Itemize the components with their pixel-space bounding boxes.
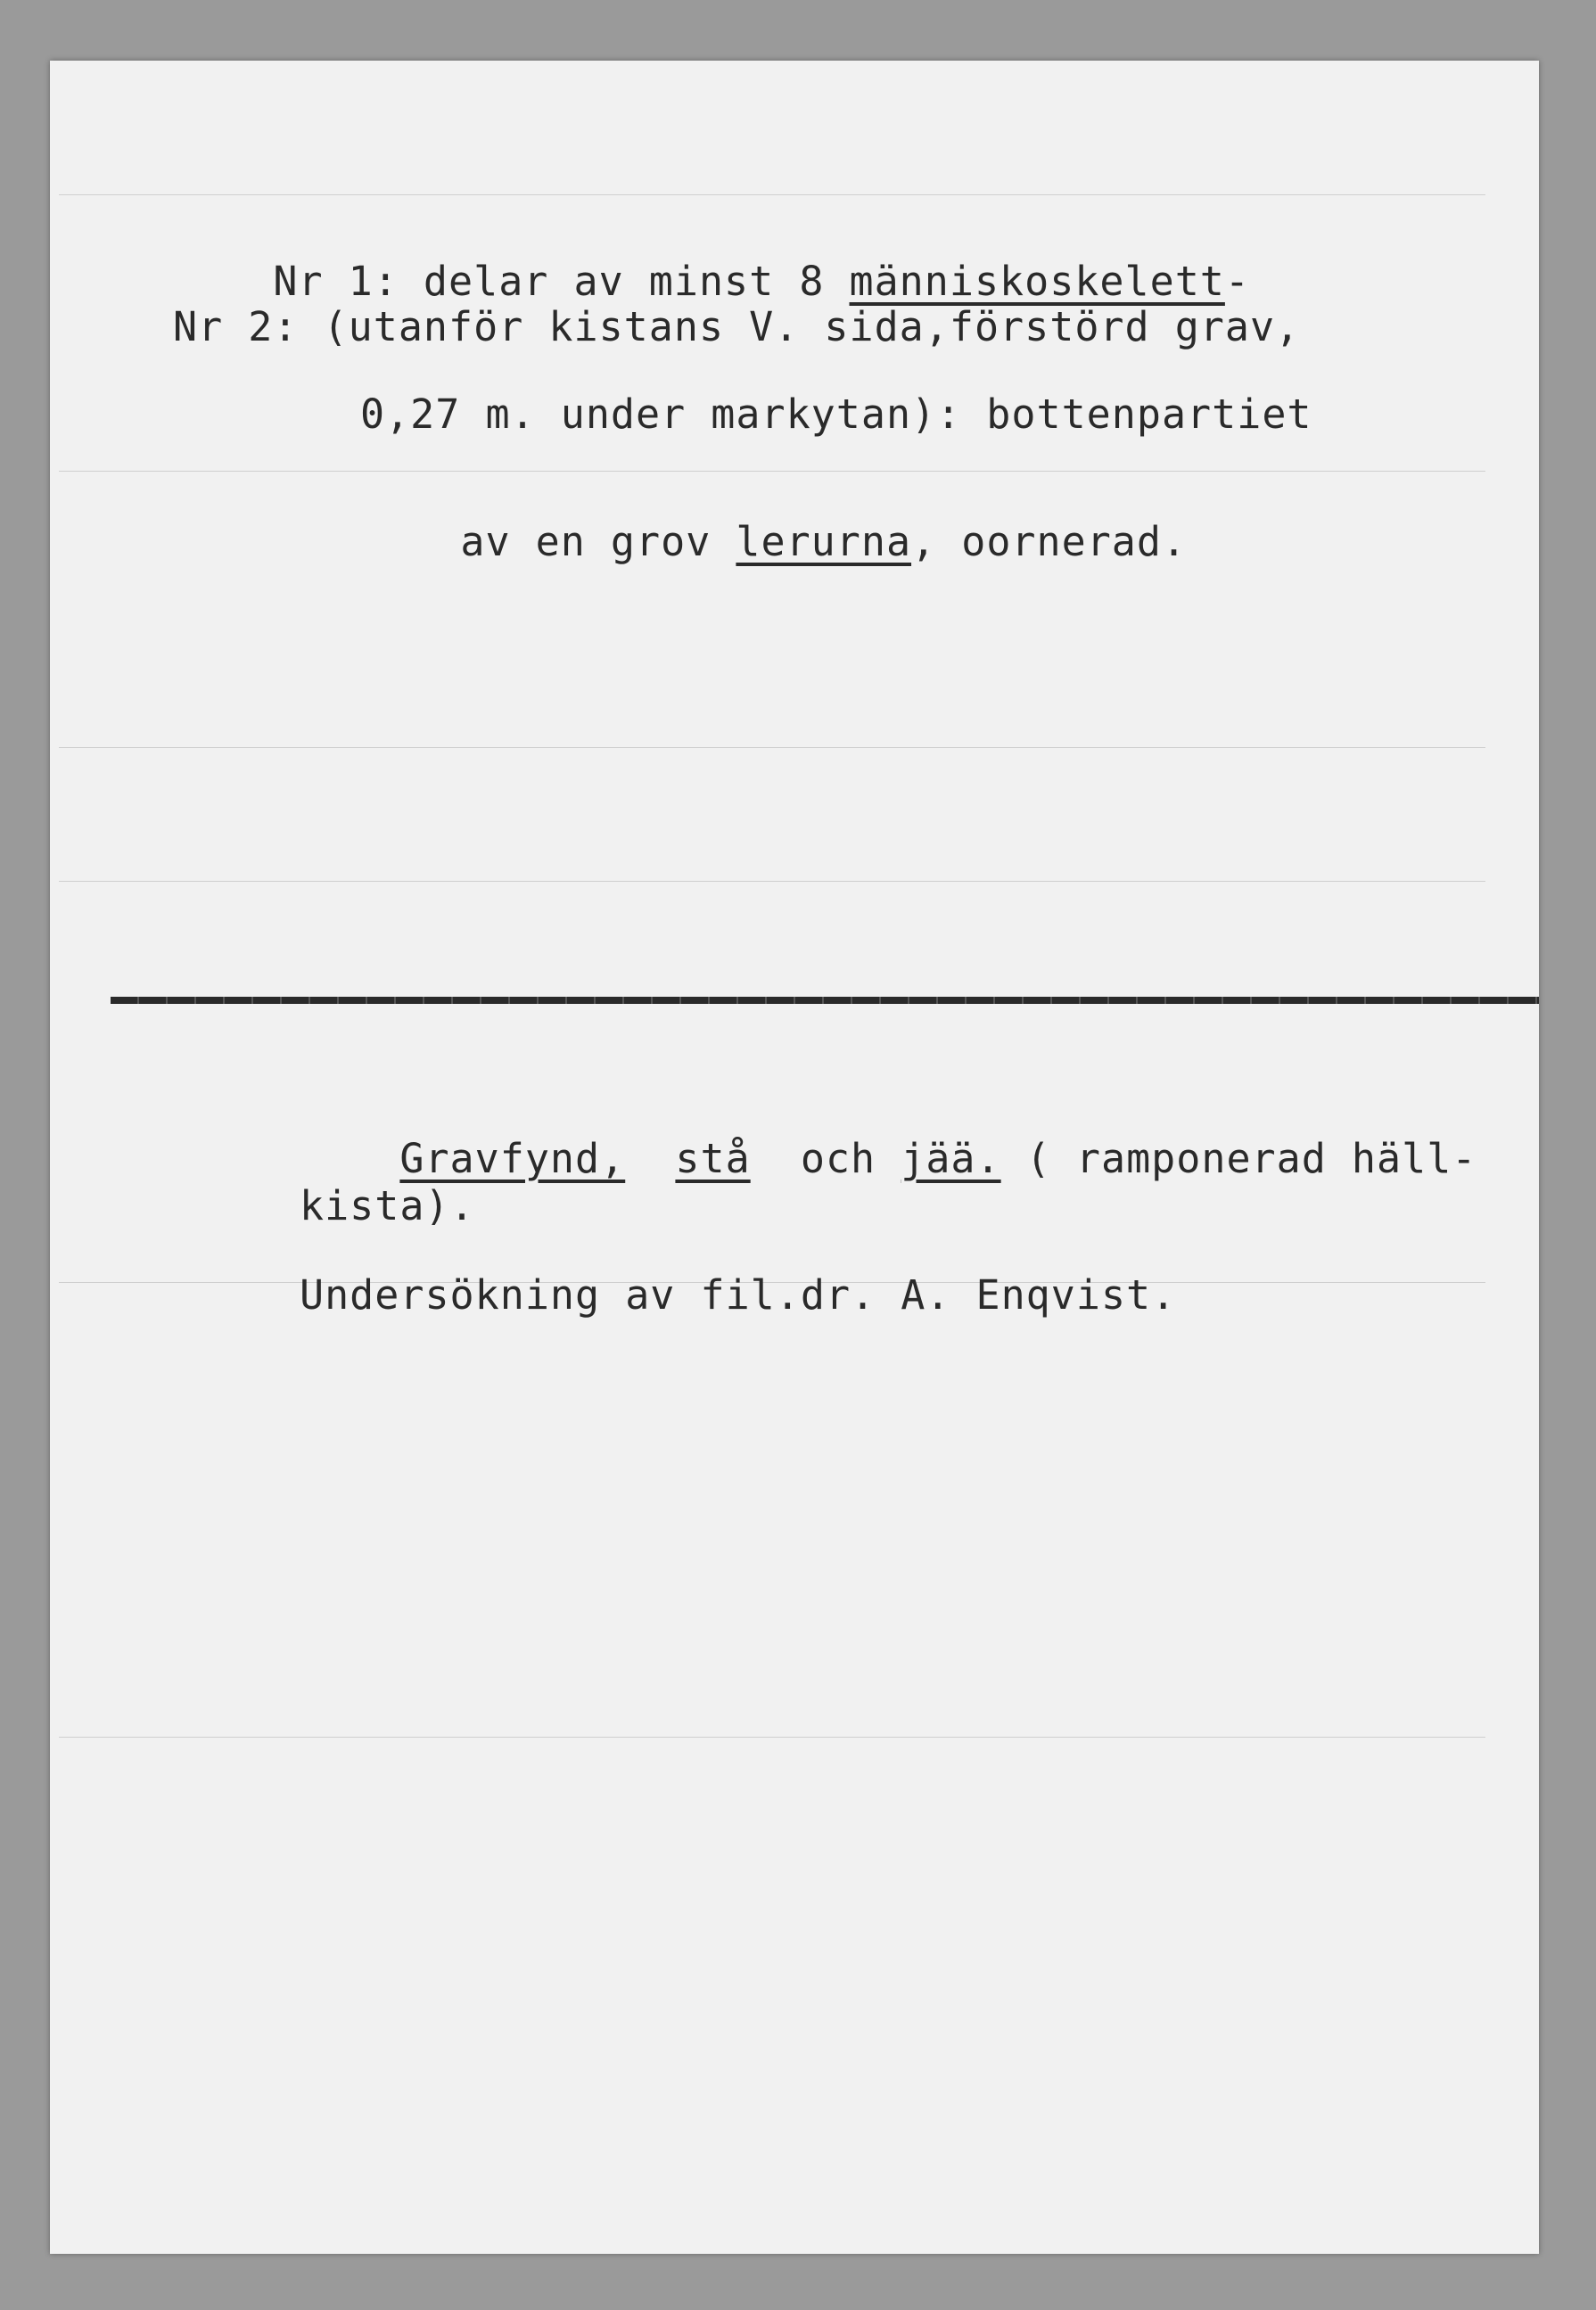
classification-gap-2: och xyxy=(750,1135,901,1182)
entry-nr2-underlined: lerurna xyxy=(736,518,912,565)
separator-rule xyxy=(111,997,1539,1004)
faint-rule xyxy=(59,471,1485,472)
entry-nr1-prefix: Nr 1: delar av minst 8 xyxy=(273,258,850,305)
faint-rule xyxy=(59,881,1485,882)
classification-line xyxy=(300,1098,1477,1219)
entry-nr2-suffix: , oornerad. xyxy=(911,518,1188,565)
classification-rest: ( ramponerad häll- xyxy=(1000,1135,1477,1182)
classification-sta: stå xyxy=(675,1135,751,1182)
entry-nr2-continuation-2 xyxy=(360,481,1187,602)
entry-nr2-continuation-1: 0,27 m. under markytan): bottenpartiet xyxy=(360,390,1312,438)
investigation-note: Undersökning av fil.dr. A. Enqvist. xyxy=(300,1271,1177,1319)
entry-nr1-suffix: - xyxy=(1224,258,1250,305)
classification-gravfynd: Gravfynd, xyxy=(399,1135,626,1182)
classification-jaa: jää. xyxy=(901,1135,1001,1182)
index-card xyxy=(50,61,1539,2254)
classification-gap-1 xyxy=(625,1135,675,1182)
faint-rule xyxy=(59,747,1485,748)
classification-continuation: kista). xyxy=(300,1182,475,1229)
faint-rule xyxy=(59,194,1485,195)
entry-nr2-prefix: av en grov xyxy=(460,518,736,565)
faint-rule xyxy=(59,1737,1485,1738)
entry-nr2: Nr 2: (utanför kistans V. sida,förstörd grav, xyxy=(173,303,1301,350)
entry-nr1-underlined: människoskelett xyxy=(849,258,1225,305)
